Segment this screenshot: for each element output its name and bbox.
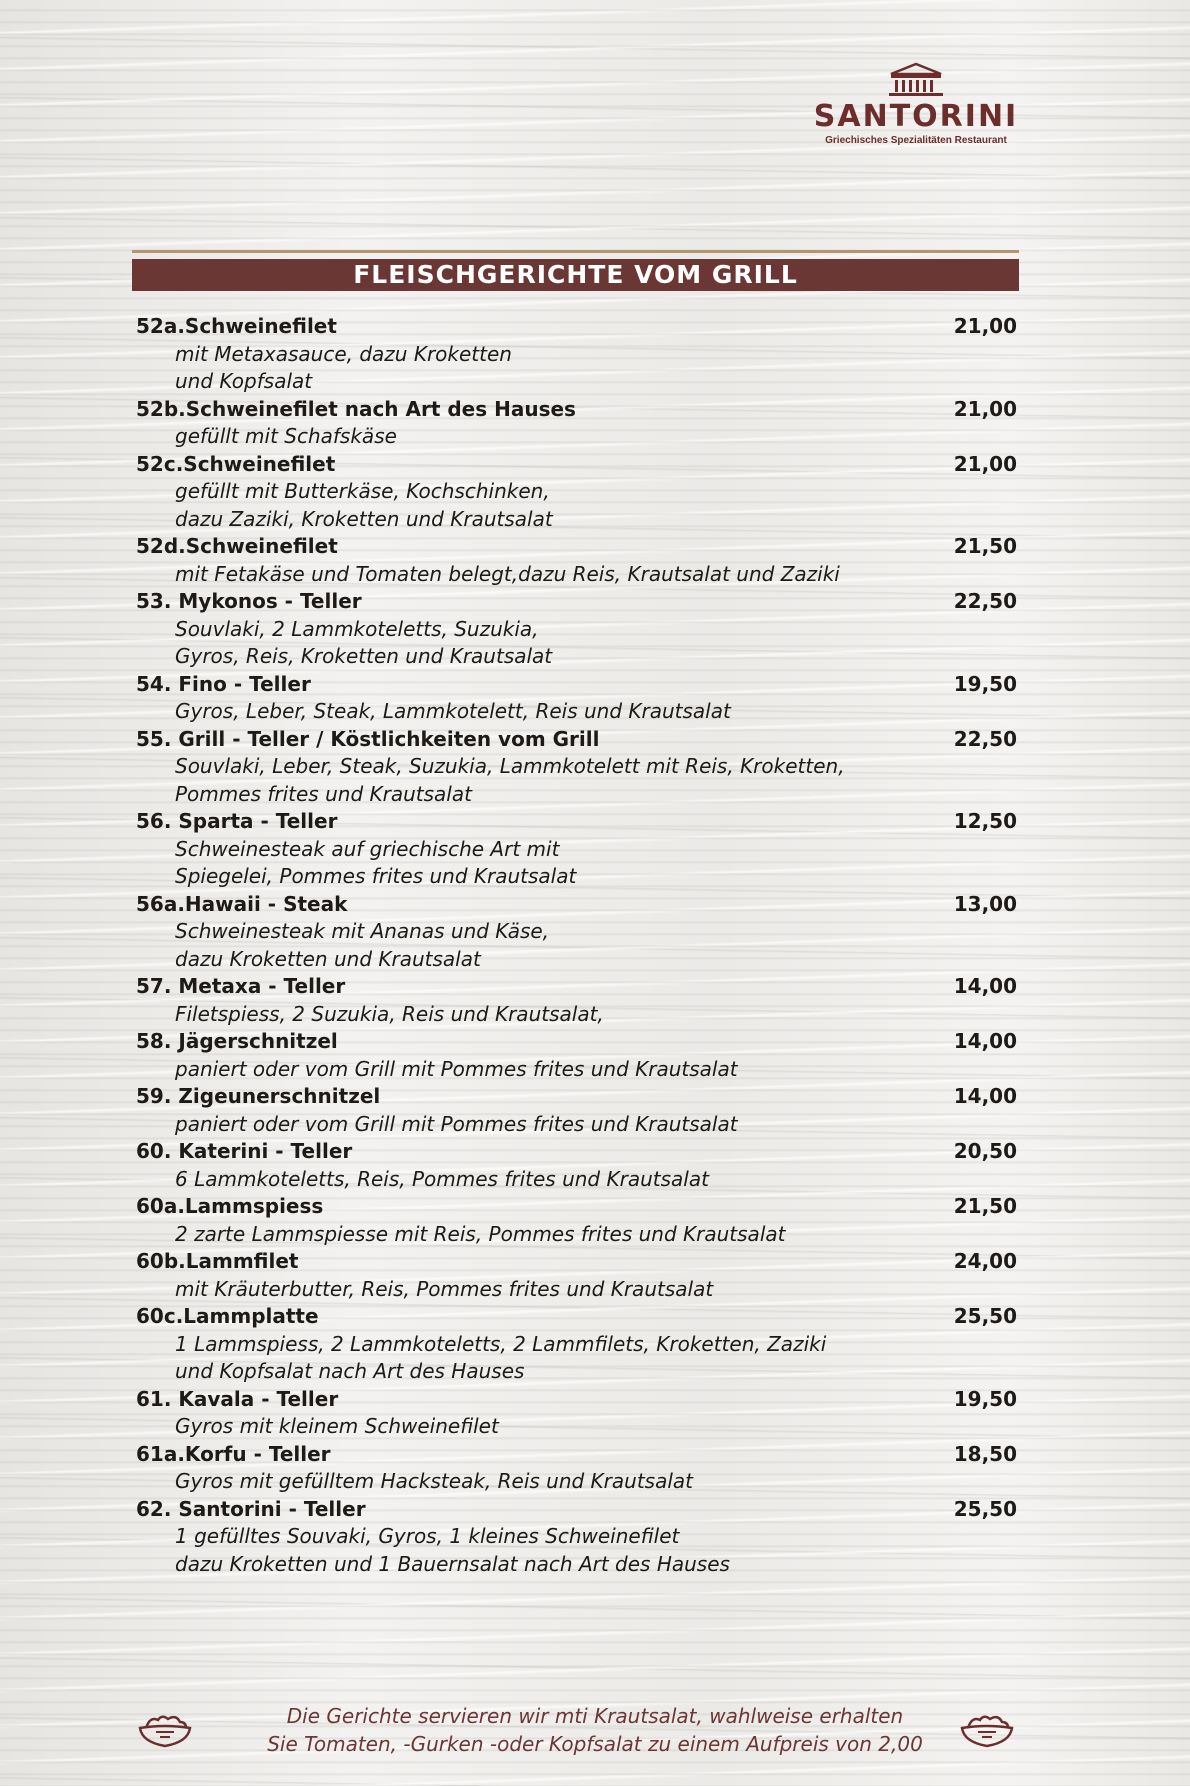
- menu-item-header: [136, 1193, 1020, 1221]
- menu-item-header: [136, 533, 1020, 561]
- menu-item-description: Gyros mit kleinem Schweinefilet: [175, 1414, 499, 1438]
- menu-item-price: 24,00: [953, 1249, 1017, 1273]
- menu-item-price: 14,00: [953, 1084, 1017, 1108]
- menu-item: [136, 808, 1020, 891]
- menu-item-title: 60c.Lammplatte: [136, 1304, 319, 1328]
- menu-item-header: [136, 1028, 1020, 1056]
- menu-item: [136, 671, 1020, 726]
- menu-item-description: Pommes frites und Krautsalat: [175, 781, 472, 806]
- footer-line-2: Sie Tomaten, -Gurken -oder Kopfsalat zu einem Aufpreis von 2,00: [267, 1732, 923, 1756]
- menu-item-title: 62. Santorini - Teller: [136, 1496, 366, 1521]
- menu-item: [136, 973, 1020, 1028]
- salad-bowl-icon: [136, 1712, 194, 1750]
- footer-note: [210, 1702, 980, 1758]
- menu-item: [136, 1441, 1020, 1496]
- menu-item-description: mit Metaxasauce, dazu Kroketten: [175, 341, 512, 366]
- menu-item-title: 56a.Hawaii - Steak: [136, 891, 348, 916]
- menu-item-header: [136, 726, 1020, 754]
- menu-item-description: gefüllt mit Butterkäse, Kochschinken,: [175, 479, 550, 503]
- menu-item-description: Schweinesteak mit Ananas und Käse,: [175, 919, 550, 943]
- menu-item: [136, 1303, 1020, 1386]
- menu-item: [136, 1138, 1020, 1193]
- menu-item: [136, 533, 1020, 588]
- menu-item: [136, 1193, 1020, 1248]
- menu-item-title: 57. Metaxa - Teller: [136, 974, 346, 998]
- menu-item-title: 52b.Schweinefilet nach Art des Hauses: [136, 396, 576, 421]
- menu-item-header: [136, 1496, 1020, 1524]
- menu-item-title: 52d.Schweinefilet: [136, 534, 338, 558]
- menu-item-price: 21,50: [953, 1194, 1017, 1218]
- menu-item: [136, 396, 1020, 451]
- menu-item-description: Gyros, Reis, Kroketten und Krautsalat: [175, 644, 553, 668]
- menu-item-price: 19,50: [953, 671, 1017, 696]
- menu-item-header: [136, 808, 1020, 836]
- menu-item-price: 14,00: [953, 974, 1017, 998]
- salad-bowl-icon: [958, 1712, 1016, 1750]
- menu-item-header: [136, 1303, 1020, 1331]
- menu-item-title: 53. Mykonos - Teller: [136, 589, 362, 613]
- menu-item-title: 60a.Lammspiess: [136, 1194, 324, 1218]
- menu-item-price: 13,00: [953, 891, 1017, 916]
- menu-item-header: [136, 1441, 1020, 1469]
- menu-item-description: Schweinesteak auf griechische Art mit: [175, 836, 560, 861]
- menu-item-description: Filetspiess, 2 Suzukia, Reis und Krautsalat,: [175, 1001, 604, 1026]
- menu-item-description: mit Fetakäse und Tomaten belegt,dazu Reis, Krautsalat und Zaziki: [175, 561, 840, 586]
- menu-list: [136, 313, 1020, 1578]
- menu-item-title: 58. Jägerschnitzel: [136, 1029, 338, 1053]
- menu-item-header: [136, 891, 1020, 919]
- menu-item: [136, 1496, 1020, 1579]
- menu-item-price: 22,50: [953, 589, 1017, 613]
- menu-item-price: 20,50: [953, 1139, 1017, 1163]
- menu-item-title: 59. Zigeunerschnitzel: [136, 1084, 381, 1108]
- menu-item-description: paniert oder vom Grill mit Pommes frites und Krautsalat: [175, 1056, 738, 1081]
- menu-item-description: 2 zarte Lammspiesse mit Reis, Pommes frites und Krautsalat: [175, 1221, 786, 1246]
- menu-item-description: Gyros mit gefülltem Hacksteak, Reis und Krautsalat: [175, 1469, 693, 1493]
- menu-item-description: Souvlaki, Leber, Steak, Suzukia, Lammkotelett mit Reis, Kroketten,: [175, 754, 845, 778]
- menu-item-title: 56. Sparta - Teller: [136, 809, 338, 833]
- menu-item-description: und Kopfsalat nach Art des Hauses: [175, 1359, 525, 1383]
- menu-item-price: 18,50: [953, 1441, 1017, 1466]
- menu-item: [136, 1248, 1020, 1303]
- menu-item-description: mit Kräuterbutter, Reis, Pommes frites und Krautsalat: [175, 1276, 714, 1301]
- menu-item-price: 21,50: [953, 534, 1017, 558]
- menu-item-title: 61a.Korfu - Teller: [136, 1441, 331, 1466]
- menu-item-title: 55. Grill - Teller / Köstlichkeiten vom Grill: [136, 726, 600, 751]
- menu-item-header: [136, 1248, 1020, 1276]
- greek-temple-icon: [885, 62, 947, 98]
- menu-item: [136, 1028, 1020, 1083]
- menu-item: [136, 891, 1020, 974]
- menu-item: [136, 726, 1020, 809]
- menu-item-description: Spiegelei, Pommes frites und Krautsalat: [175, 864, 577, 888]
- menu-item-description: Souvlaki, 2 Lammkoteletts, Suzukia,: [175, 616, 539, 641]
- menu-item-header: [136, 1083, 1020, 1111]
- menu-item: [136, 451, 1020, 534]
- menu-item-header: [136, 451, 1020, 479]
- menu-item-header: [136, 1138, 1020, 1166]
- section-divider: [132, 250, 1019, 253]
- menu-item: [136, 313, 1020, 396]
- menu-item-description: 1 Lammspiess, 2 Lammkoteletts, 2 Lammfilets, Kroketten, Zaziki: [175, 1331, 827, 1356]
- menu-item-price: 22,50: [953, 726, 1017, 751]
- menu-item-description: Gyros, Leber, Steak, Lammkotelett, Reis und Krautsalat: [175, 699, 731, 723]
- menu-item-header: [136, 588, 1020, 616]
- menu-item-price: 21,00: [953, 451, 1017, 476]
- restaurant-logo: [808, 62, 1024, 146]
- menu-item-header: [136, 396, 1020, 424]
- menu-item-description: paniert oder vom Grill mit Pommes frites und Krautsalat: [175, 1111, 738, 1136]
- menu-item-price: 25,50: [953, 1304, 1017, 1328]
- menu-item: [136, 588, 1020, 671]
- menu-item-header: [136, 973, 1020, 1001]
- section-title: FLEISCHGERICHTE VOM GRILL: [132, 259, 1019, 291]
- menu-item-description: 6 Lammkoteletts, Reis, Pommes frites und Krautsalat: [175, 1166, 709, 1191]
- brand-name: SANTORINI: [813, 99, 1019, 134]
- menu-item-title: 60. Katerini - Teller: [136, 1139, 353, 1163]
- menu-item-header: [136, 1386, 1020, 1414]
- brand-tagline: Griechisches Spezialitäten Restaurant: [825, 135, 1007, 146]
- menu-item-description: dazu Zaziki, Kroketten und Krautsalat: [175, 506, 553, 531]
- menu-item-price: 14,00: [953, 1029, 1017, 1053]
- menu-item-title: 61. Kavala - Teller: [136, 1386, 339, 1411]
- menu-item-price: 21,00: [953, 396, 1017, 421]
- menu-item-header: [136, 671, 1020, 699]
- menu-item-description: dazu Kroketten und 1 Bauernsalat nach Art des Hauses: [175, 1551, 730, 1576]
- menu-item: [136, 1083, 1020, 1138]
- menu-item-description: und Kopfsalat: [175, 369, 313, 393]
- menu-item-description: dazu Kroketten und Krautsalat: [175, 946, 481, 971]
- menu-item-header: [136, 313, 1020, 341]
- menu-item-price: 19,50: [953, 1386, 1017, 1411]
- menu-item-description: gefüllt mit Schafskäse: [175, 424, 397, 448]
- menu-item-title: 52c.Schweinefilet: [136, 451, 336, 476]
- menu-item-title: 52a.Schweinefilet: [136, 314, 337, 338]
- menu-item: [136, 1386, 1020, 1441]
- menu-item-title: 60b.Lammfilet: [136, 1249, 299, 1273]
- menu-item-price: 12,50: [953, 809, 1017, 833]
- menu-item-title: 54. Fino - Teller: [136, 671, 311, 696]
- menu-item-price: 25,50: [953, 1496, 1017, 1521]
- menu-item-description: 1 gefülltes Souvaki, Gyros, 1 kleines Schweinefilet: [175, 1524, 680, 1548]
- menu-item-price: 21,00: [953, 314, 1017, 338]
- footer-line-1: Die Gerichte servieren wir mti Krautsalat, wahlweise erhalten: [286, 1704, 904, 1728]
